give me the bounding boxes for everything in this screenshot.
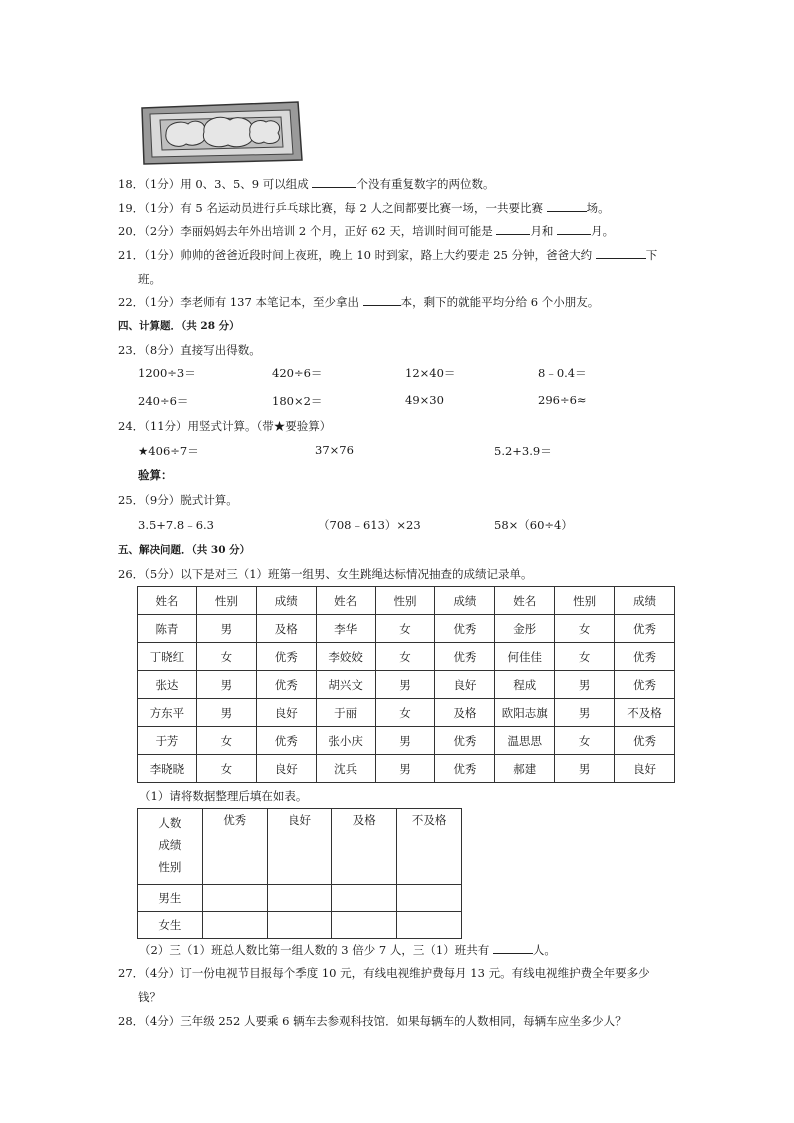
corner-header-cell <box>138 809 203 885</box>
subquestion-2-text: （2）三（1）班总人数比第一组人数的 3 倍少 7 人，三（1）班共有 <box>139 943 490 957</box>
calc-item: 1200÷3＝ <box>138 366 196 380</box>
table-cell: 李姣姣 <box>316 643 375 671</box>
calc-item: 12×40＝ <box>405 366 456 380</box>
question-number: 23． <box>118 343 145 357</box>
table-cell: 方东平 <box>138 699 197 727</box>
table-row <box>138 755 675 783</box>
table-cell: 良好 <box>256 699 316 727</box>
section-heading-problem-solving: 五、解决问题．（共 30 分） <box>118 544 251 556</box>
question-number: 21． <box>118 248 145 262</box>
question-22 <box>118 294 599 310</box>
col-header-excellent: 优秀 <box>202 809 267 885</box>
question-18 <box>118 176 494 192</box>
fill-cell[interactable] <box>267 885 332 912</box>
corner-label-score: 成绩 <box>158 838 182 852</box>
table-cell: 男 <box>196 615 256 643</box>
question-text: （9分）脱式计算。 <box>144 493 238 507</box>
table-cell: 女 <box>555 727 615 755</box>
fill-cell[interactable] <box>397 912 462 939</box>
row-label-girls: 女生 <box>138 912 203 939</box>
header-score: 成绩 <box>256 587 316 615</box>
question-text: （1分）帅帅的爸爸近段时间上夜班，晚上 10 时到家，路上大约要走 25 分钟，爸爸大约 <box>144 248 593 262</box>
answer-blank-2[interactable] <box>557 224 591 235</box>
question-text-end: 下 <box>645 248 658 262</box>
col-header-fail: 不及格 <box>397 809 462 885</box>
calc-item: 5.2+3.9＝ <box>494 444 552 458</box>
calc-item: （708﹣613）×23 <box>318 518 421 532</box>
fill-cell[interactable] <box>202 885 267 912</box>
table-cell: 欧阳志旗 <box>495 699 555 727</box>
fill-cell[interactable] <box>332 912 397 939</box>
table-cell: 丁晓红 <box>138 643 197 671</box>
table-cell: 良好 <box>615 755 675 783</box>
table-cell: 优秀 <box>435 615 495 643</box>
table-cell: 优秀 <box>615 615 675 643</box>
summary-row-girls <box>138 912 462 939</box>
table-row <box>138 643 675 671</box>
subquestion-1: （1）请将数据整理后填在如表。 <box>139 789 308 803</box>
question-19 <box>118 200 610 216</box>
calc-item: 420÷6＝ <box>272 366 323 380</box>
table-cell: 温思思 <box>495 727 555 755</box>
question-number: 20． <box>118 224 145 238</box>
header-gender: 性别 <box>555 587 615 615</box>
table-row <box>138 615 675 643</box>
calc-item: 8﹣0.4＝ <box>538 366 587 380</box>
table-cell: 优秀 <box>435 727 495 755</box>
question-26 <box>118 566 533 582</box>
table-cell: 女 <box>196 727 256 755</box>
table-row <box>138 671 675 699</box>
question-20 <box>118 223 614 239</box>
question-text-end: 个没有重复数字的两位数。 <box>356 177 495 191</box>
subquestion-2-end: 人。 <box>532 943 556 957</box>
table-cell: 何佳佳 <box>495 643 555 671</box>
table-cell: 优秀 <box>615 727 675 755</box>
table-cell: 男 <box>375 671 435 699</box>
table-cell: 李华 <box>316 615 375 643</box>
table-cell: 男 <box>555 699 615 727</box>
table-cell: 男 <box>196 699 256 727</box>
mat-illustration <box>138 100 304 166</box>
table-cell: 女 <box>555 615 615 643</box>
calc-item: ★406÷7＝ <box>138 444 199 458</box>
question-23 <box>118 342 261 358</box>
table-cell: 程成 <box>495 671 555 699</box>
question-text-end: 月。 <box>591 224 615 238</box>
answer-blank[interactable] <box>547 201 587 212</box>
answer-blank[interactable] <box>312 177 356 188</box>
col-header-good: 良好 <box>267 809 332 885</box>
table-cell: 沈兵 <box>316 755 375 783</box>
table-cell: 女 <box>196 643 256 671</box>
calc-item: 296÷6≈ <box>538 393 587 407</box>
table-cell: 优秀 <box>435 643 495 671</box>
verification-label: 验算： <box>138 468 173 482</box>
table-cell: 张小庆 <box>316 727 375 755</box>
table-cell: 及格 <box>435 699 495 727</box>
question-number: 27． <box>118 966 145 980</box>
table-row <box>138 699 675 727</box>
question-21 <box>118 247 657 263</box>
header-score: 成绩 <box>435 587 495 615</box>
subquestion-2 <box>139 942 556 958</box>
question-text: （2分）李丽妈妈去年外出培训 2 个月，正好 62 天，培训时间可能是 <box>144 224 493 238</box>
question-number: 19． <box>118 201 145 215</box>
table-cell: 于丽 <box>316 699 375 727</box>
corner-label-count: 人数 <box>158 816 182 830</box>
calc-item: 49×30 <box>405 393 444 407</box>
table-cell: 优秀 <box>256 671 316 699</box>
header-gender: 性别 <box>196 587 256 615</box>
question-27 <box>118 965 650 981</box>
question-24 <box>118 418 331 434</box>
question-text: （1分）用 0、3、5、9 可以组成 <box>144 177 309 191</box>
question-text-end: 场。 <box>586 201 610 215</box>
header-name: 姓名 <box>138 587 197 615</box>
table-cell: 女 <box>375 643 435 671</box>
table-cell: 优秀 <box>435 755 495 783</box>
question-text-end: 本，剩下的就能平均分给 6 个小朋友。 <box>400 295 600 309</box>
question-text: （11分）用竖式计算。（带★要验算） <box>144 419 332 433</box>
question-21-continued: 班。 <box>138 272 161 286</box>
calc-item: 58×（60÷4） <box>494 518 573 532</box>
table-cell: 良好 <box>256 755 316 783</box>
table-cell: 金彤 <box>495 615 555 643</box>
table-cell: 及格 <box>256 615 316 643</box>
question-number: 26． <box>118 567 145 581</box>
row-label-boys: 男生 <box>138 885 203 912</box>
header-gender: 性别 <box>375 587 435 615</box>
header-name: 姓名 <box>316 587 375 615</box>
question-25 <box>118 492 238 508</box>
table-cell: 优秀 <box>256 727 316 755</box>
header-score: 成绩 <box>615 587 675 615</box>
corner-label-gender: 性别 <box>158 860 182 874</box>
answer-blank[interactable] <box>596 248 646 259</box>
table-cell: 男 <box>555 755 615 783</box>
fill-cell[interactable] <box>332 885 397 912</box>
summary-header-row <box>138 809 462 885</box>
table-cell: 男 <box>375 727 435 755</box>
calc-item: 180×2＝ <box>272 394 323 408</box>
question-text: （4分）三年级 252 人要乘 6 辆车去参观科技馆．如果每辆车的人数相同，每辆车应坐多少人？ <box>144 1014 627 1028</box>
fill-cell[interactable] <box>202 912 267 939</box>
table-cell: 于芳 <box>138 727 197 755</box>
answer-blank[interactable] <box>363 295 401 306</box>
table-cell: 不及格 <box>615 699 675 727</box>
table-cell: 优秀 <box>256 643 316 671</box>
col-header-pass: 及格 <box>332 809 397 885</box>
table-cell: 男 <box>555 671 615 699</box>
table-cell: 男 <box>196 671 256 699</box>
question-27-continued: 钱？ <box>138 990 161 1004</box>
summary-fill-table <box>137 808 462 939</box>
table-cell: 胡兴文 <box>316 671 375 699</box>
answer-blank-1[interactable] <box>496 224 530 235</box>
table-cell: 优秀 <box>615 671 675 699</box>
table-cell: 良好 <box>435 671 495 699</box>
calc-item: 3.5+7.8﹣6.3 <box>138 518 215 532</box>
table-cell: 女 <box>375 615 435 643</box>
summary-row-boys <box>138 885 462 912</box>
section-heading-calculation: 四、计算题．（共 28 分） <box>118 320 240 332</box>
question-text-mid: 月和 <box>530 224 554 238</box>
fill-cell[interactable] <box>267 912 332 939</box>
question-number: 24． <box>118 419 145 433</box>
table-cell: 张达 <box>138 671 197 699</box>
table-cell: 陈青 <box>138 615 197 643</box>
score-record-table <box>137 586 675 783</box>
table-cell: 女 <box>375 699 435 727</box>
table-cell: 优秀 <box>615 643 675 671</box>
table-cell: 男 <box>375 755 435 783</box>
question-number: 18． <box>118 177 145 191</box>
question-number: 25． <box>118 493 145 507</box>
question-text: （8分）直接写出得数。 <box>144 343 261 357</box>
question-number: 28． <box>118 1014 145 1028</box>
table-cell: 女 <box>196 755 256 783</box>
question-text: （5分）以下是对三（1）班第一组男、女生跳绳达标情况抽查的成绩记录单。 <box>144 567 533 581</box>
table-cell: 李晓晓 <box>138 755 197 783</box>
table-header-row <box>138 587 675 615</box>
calc-item: 37×76 <box>315 443 354 457</box>
question-text: （4分）订一份电视节目报每个季度 10 元，有线电视维护费每月 13 元。有线电视维护费全年要多少 <box>144 966 650 980</box>
table-cell: 女 <box>555 643 615 671</box>
question-number: 22． <box>118 295 145 309</box>
table-cell: 郝建 <box>495 755 555 783</box>
fill-cell[interactable] <box>397 885 462 912</box>
question-28 <box>118 1013 627 1029</box>
calc-item: 240÷6＝ <box>138 394 189 408</box>
table-row <box>138 727 675 755</box>
question-text: （1分）李老师有 137 本笔记本，至少拿出 <box>144 295 359 309</box>
question-text: （1分）有 5 名运动员进行乒乓球比赛，每 2 人之间都要比赛一场，一共要比赛 <box>144 201 543 215</box>
answer-blank[interactable] <box>493 943 533 954</box>
header-name: 姓名 <box>495 587 555 615</box>
